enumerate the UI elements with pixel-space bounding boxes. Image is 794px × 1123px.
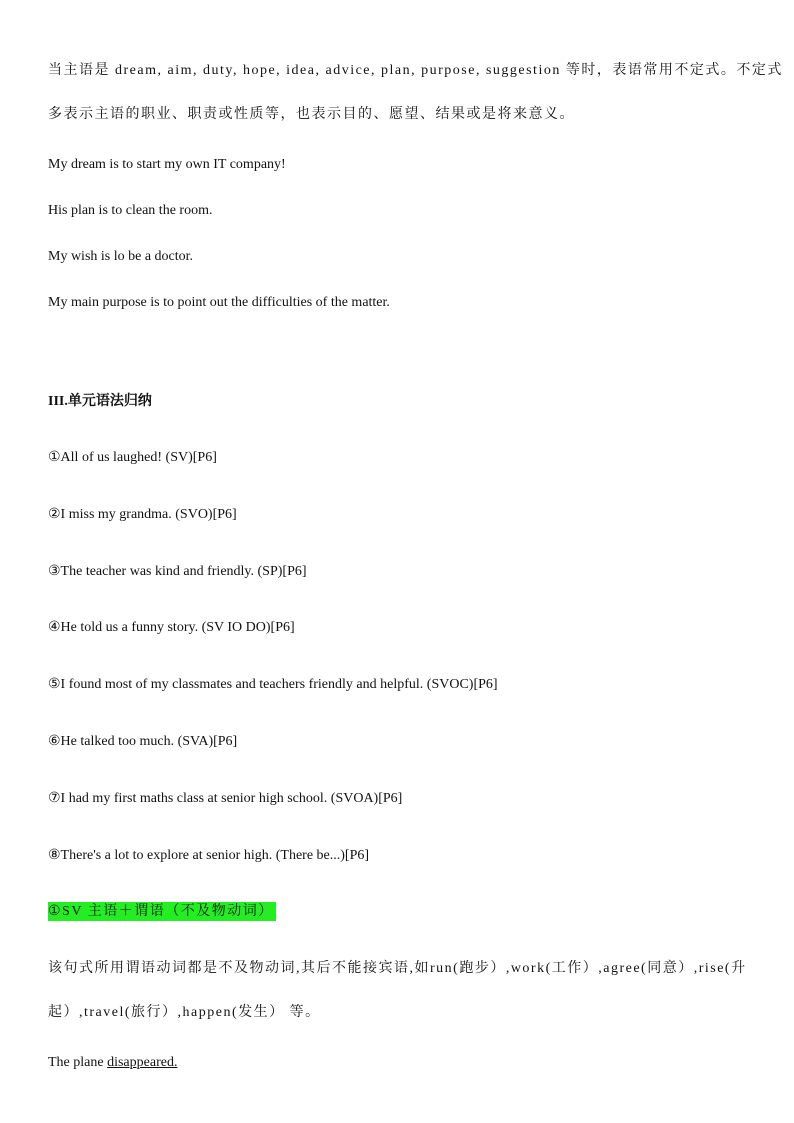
intro-line-1: 当主语是 dream, aim, duty, hope, idea, advice, plan, purpose, suggestion 等时，表语常用不定式。不定式 bbox=[48, 63, 783, 78]
example-sentence: My main purpose is to point out the difficulties of the matter. bbox=[48, 295, 390, 310]
sv-heading: ①SV 主语＋谓语（不及物动词） bbox=[48, 904, 274, 919]
example-sentence: My dream is to start my own IT company! bbox=[48, 157, 286, 172]
pattern-item: ⑧There's a lot to explore at senior high. (There be...)[P6] bbox=[48, 848, 370, 863]
example-sentence: My wish is lo be a doctor. bbox=[48, 249, 194, 264]
pattern-item: ①All of us laughed! (SV)[P6] bbox=[48, 450, 217, 465]
sv-explanation-line-2: 起）,travel(旅行）,happen(发生） 等。 bbox=[48, 1005, 321, 1020]
section-heading: III.单元语法归纳 bbox=[48, 394, 152, 409]
pattern-item: ②I miss my grandma. (SVO)[P6] bbox=[48, 507, 237, 522]
example-sentence: His plan is to clean the room. bbox=[48, 203, 213, 218]
pattern-item: ③The teacher was kind and friendly. (SP)[P6] bbox=[48, 564, 307, 579]
pattern-item: ④He told us a funny story. (SV IO DO)[P6] bbox=[48, 620, 295, 635]
intro-line-2: 多表示主语的职业、职责或性质等，也表示目的、愿望、结果或是将来意义。 bbox=[48, 107, 575, 122]
pattern-item: ⑤I found most of my classmates and teachers friendly and helpful. (SVOC)[P6] bbox=[48, 677, 498, 692]
pattern-item: ⑥He talked too much. (SVA)[P6] bbox=[48, 734, 238, 749]
sv-heading-row bbox=[48, 903, 276, 921]
final-example-blank-answer: disappeared. bbox=[107, 1055, 178, 1070]
pattern-item: ⑦I had my first maths class at senior high school. (SVOA)[P6] bbox=[48, 791, 403, 806]
sv-explanation-line-1: 该句式所用谓语动词都是不及物动词,其后不能接宾语,如run(跑步）,work(工作）,agree(同意）,rise(升 bbox=[48, 961, 747, 976]
final-example-prefix: The plane bbox=[48, 1055, 108, 1070]
final-example bbox=[48, 1054, 177, 1072]
